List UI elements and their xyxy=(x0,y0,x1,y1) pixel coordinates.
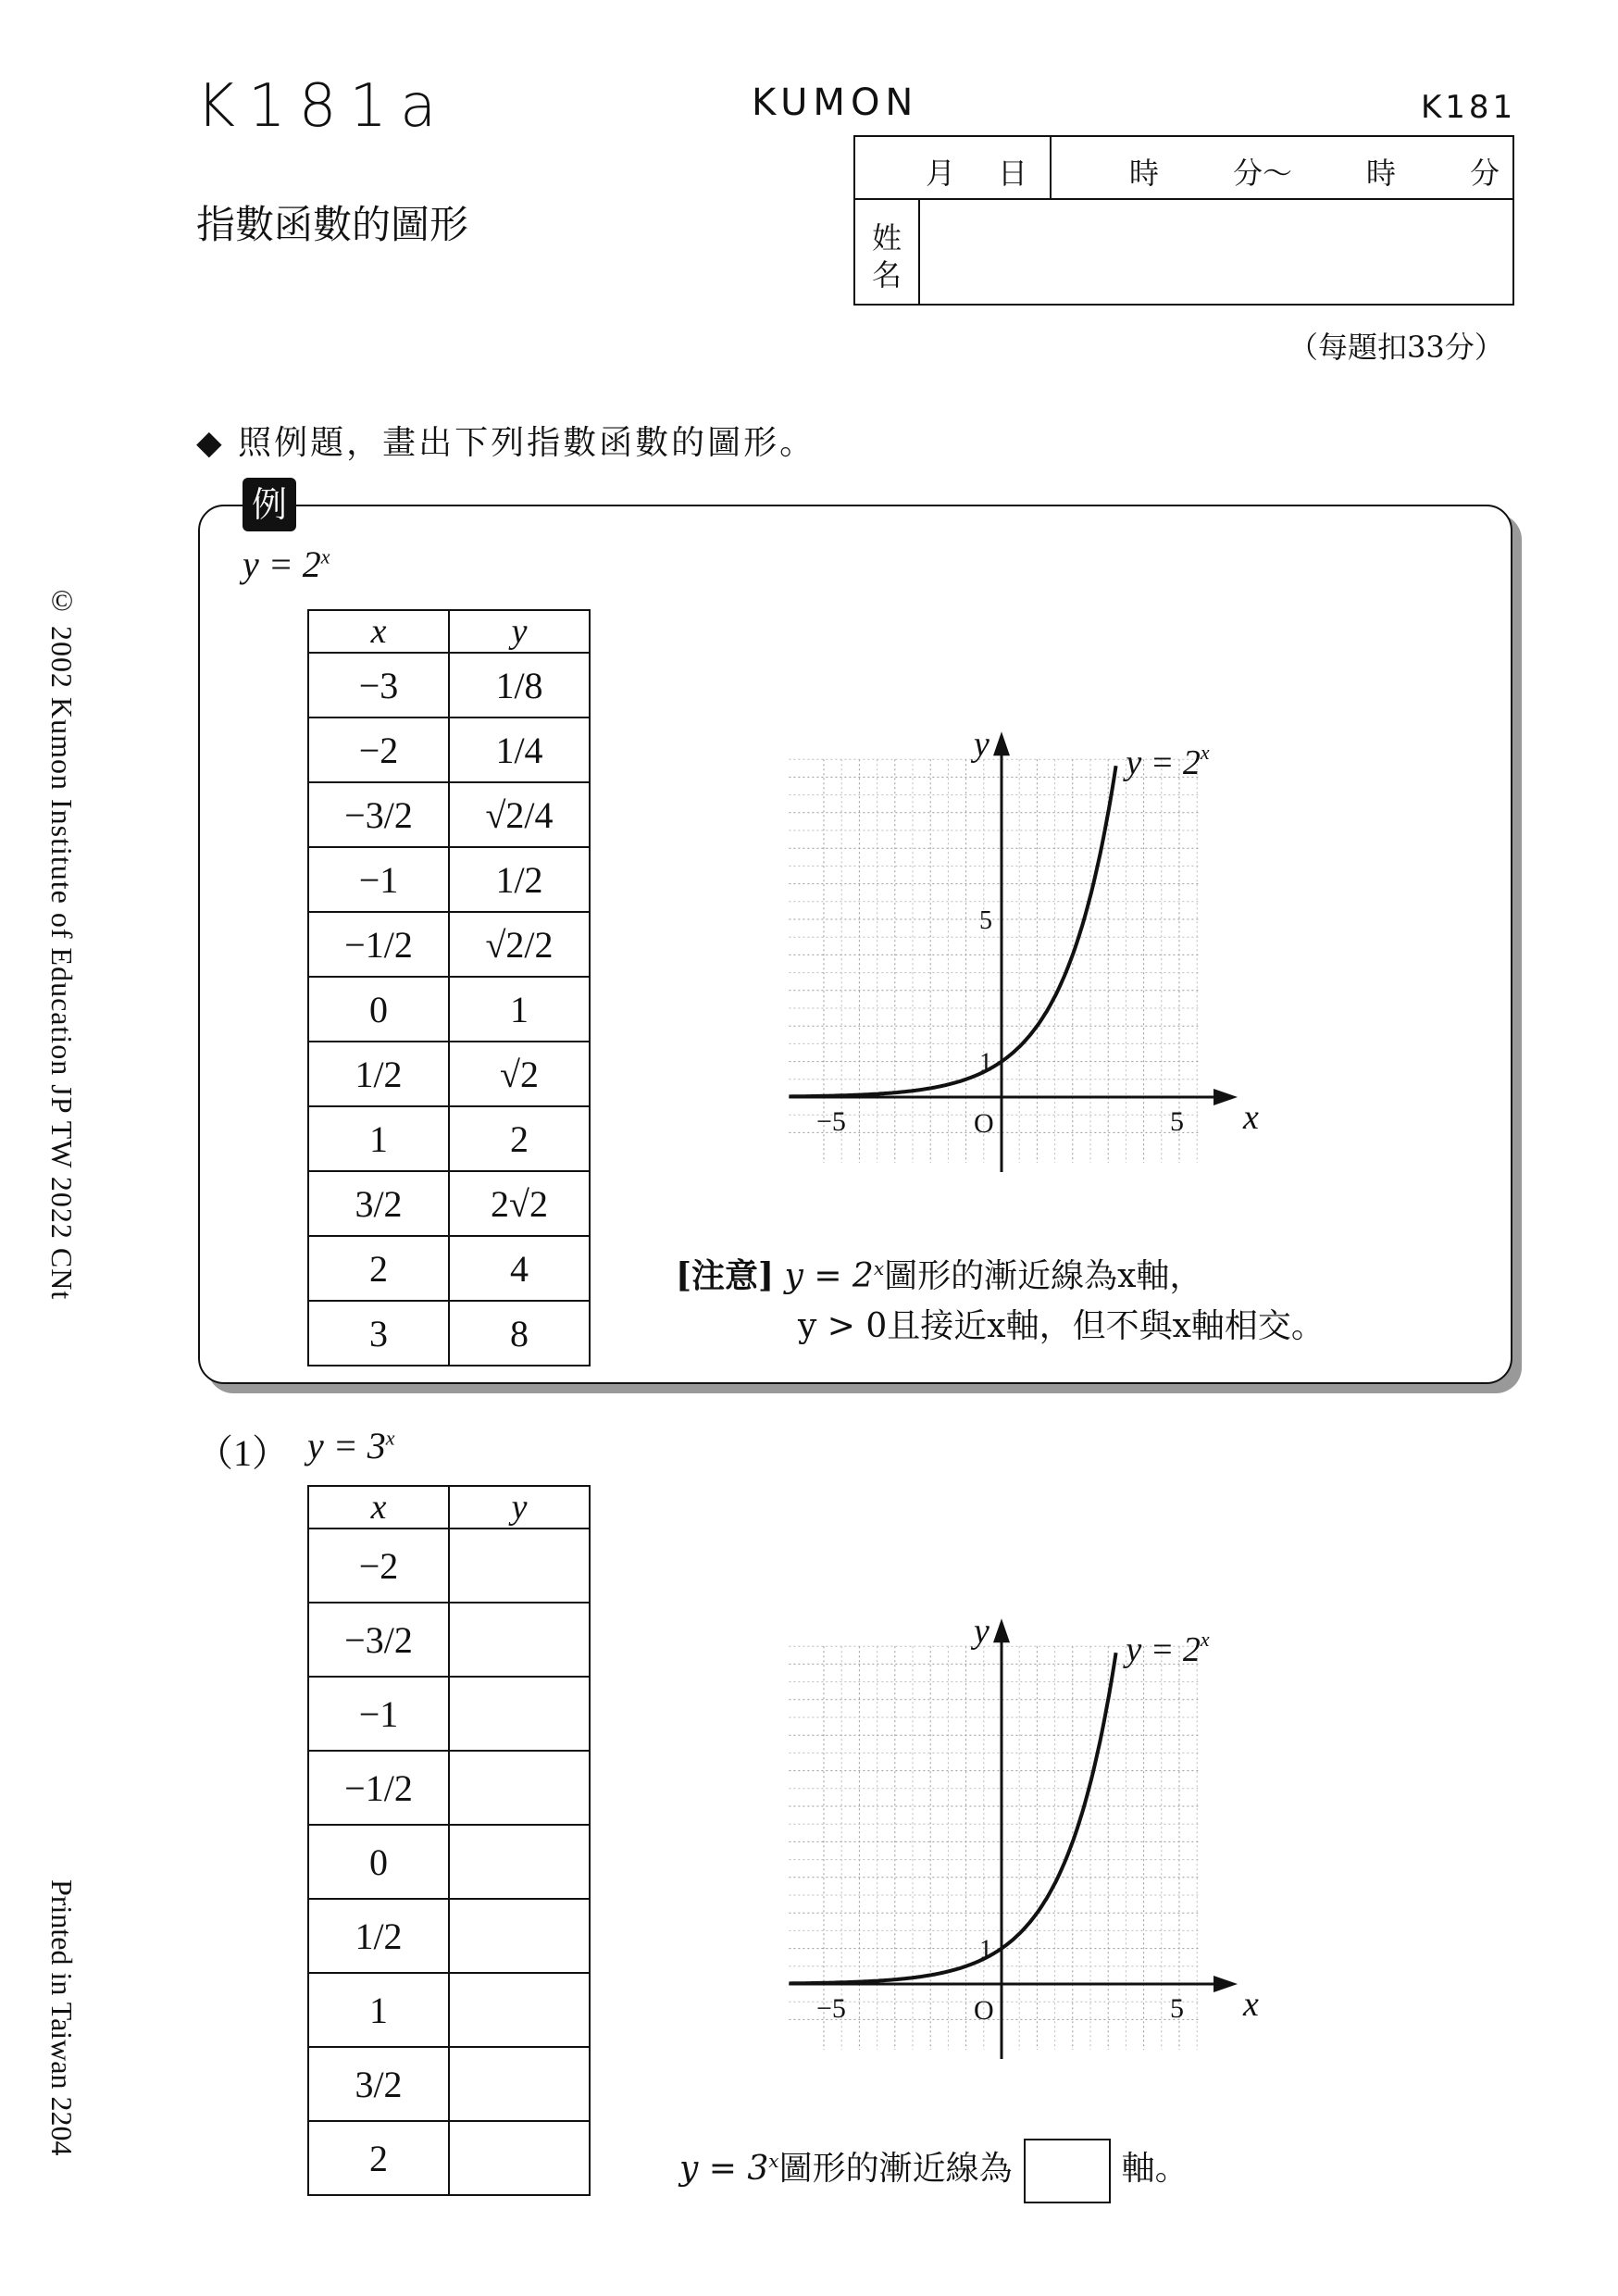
note-tag: [注意] xyxy=(676,1256,775,1295)
answer-cell-y[interactable] xyxy=(449,1751,590,1825)
answer-cell-y[interactable] xyxy=(449,1973,590,2047)
answer-cell-y[interactable] xyxy=(449,1899,590,1973)
x-axis-arrow xyxy=(1214,1976,1238,1992)
problem-1-answer xyxy=(679,2139,1189,2203)
table-cell-x: −3/2 xyxy=(308,1603,449,1677)
answer-func-exp: x xyxy=(768,2150,779,2172)
table-cell-x: 2 xyxy=(308,1236,449,1301)
problem-1-number: （1） xyxy=(196,1432,289,1474)
name-label-bottom: 名 xyxy=(872,257,902,293)
table-cell-y: √2 xyxy=(449,1042,590,1106)
example-function-exp: x xyxy=(320,544,330,568)
table-header-x: x xyxy=(308,1486,449,1529)
date-divider xyxy=(1050,137,1052,198)
table-cell-y: 2 xyxy=(449,1106,590,1171)
table-row xyxy=(308,1825,590,1899)
example-graph xyxy=(676,546,1342,1222)
function-curve xyxy=(789,1653,1115,1983)
answer-cell-y[interactable] xyxy=(449,2047,590,2121)
date-name-box xyxy=(853,135,1514,306)
table-cell-y: 2√2 xyxy=(449,1171,590,1236)
table-header-y: y xyxy=(449,610,590,653)
table-cell-x: −2 xyxy=(308,1529,449,1603)
kumon-logo: KUMON xyxy=(752,81,919,124)
table-cell-x: 3/2 xyxy=(308,1171,449,1236)
worksheet-subtitle: 指數函數的圖形 xyxy=(196,202,469,247)
score-note: （每題扣33分） xyxy=(1288,330,1504,365)
table-cell-x: 0 xyxy=(308,977,449,1042)
origin-label: O xyxy=(974,1995,994,2026)
table-row xyxy=(308,1236,590,1301)
table-cell-x: −1 xyxy=(308,847,449,912)
tick-label-x-min: −5 xyxy=(816,1106,846,1137)
y-axis-label: y xyxy=(974,1612,989,1652)
y-axis-arrow xyxy=(993,1618,1010,1642)
curve-label-base: y = 2 xyxy=(1126,743,1201,783)
table-row xyxy=(308,1529,590,1603)
x-axis-label: x xyxy=(1243,1985,1259,2024)
table-cell-y: √2/4 xyxy=(449,782,590,847)
hour-label-1: 時 xyxy=(1129,156,1160,191)
table-row xyxy=(308,912,590,977)
name-label-top: 姓 xyxy=(872,220,902,256)
note-func-base: y = 2 xyxy=(784,1257,874,1295)
origin-label: O xyxy=(974,1108,994,1139)
problem-1-function-base: y = 3 xyxy=(307,1425,386,1466)
y-axis-arrow xyxy=(993,731,1010,755)
problem-1-function xyxy=(307,1424,395,1467)
table-row xyxy=(308,2121,590,2195)
worksheet-code-right: K181 xyxy=(1421,89,1517,126)
month-label: 月 xyxy=(926,156,956,191)
note-line1-rest: 圖形的漸近線為x軸， xyxy=(884,1257,1203,1295)
curve-label-exp: x xyxy=(1200,741,1210,765)
table-row xyxy=(308,1106,590,1171)
table-row xyxy=(308,1171,590,1236)
table-cell-x: −3/2 xyxy=(308,782,449,847)
table-header-y: y xyxy=(449,1486,590,1529)
hour-label-2: 時 xyxy=(1366,156,1397,191)
table-cell-x: −3 xyxy=(308,653,449,718)
table-cell-y: 1/8 xyxy=(449,653,590,718)
x-axis-arrow xyxy=(1214,1089,1238,1105)
tick-label-y-5: 5 xyxy=(979,906,992,935)
name-divider xyxy=(918,198,920,306)
problem-1-function-exp: x xyxy=(385,1426,395,1450)
example-value-table xyxy=(307,609,591,1366)
example-function xyxy=(243,543,330,586)
answer-mid-text: 圖形的漸近線為 xyxy=(778,2150,1013,2188)
curve-label-exp: x xyxy=(1200,1628,1210,1652)
table-cell-x: −1 xyxy=(308,1677,449,1751)
curve-label xyxy=(1122,741,1210,782)
table-row xyxy=(308,653,590,718)
example-function-base: y = 2 xyxy=(243,543,321,585)
name-field[interactable] xyxy=(922,200,1511,304)
answer-cell-y[interactable] xyxy=(449,1529,590,1603)
table-row xyxy=(308,1677,590,1751)
answer-cell-y[interactable] xyxy=(449,1677,590,1751)
tick-label-x-max: 5 xyxy=(1170,1106,1184,1137)
table-cell-x: −2 xyxy=(308,718,449,782)
day-label: 日 xyxy=(998,156,1028,191)
asymptote-answer-box[interactable] xyxy=(1024,2139,1111,2203)
instruction-text: ◆ 照例題，畫出下列指數函數的圖形。 xyxy=(196,424,816,462)
table-row xyxy=(308,1899,590,1973)
minute-label-2: 分 xyxy=(1470,156,1500,191)
problem-1-graph[interactable] xyxy=(676,1433,1342,2100)
printed-in-text: Printed in Taiwan 2204 xyxy=(45,1879,79,2156)
table-row xyxy=(308,1973,590,2047)
tick-label-y-1: 1 xyxy=(979,1048,992,1078)
example-tag: 例 xyxy=(243,478,296,531)
table-cell-y: 1/2 xyxy=(449,847,590,912)
table-header-x: x xyxy=(308,610,449,653)
table-cell-y: 4 xyxy=(449,1236,590,1301)
curve-label xyxy=(1122,1628,1210,1669)
table-row xyxy=(308,1603,590,1677)
table-cell-y: √2/2 xyxy=(449,912,590,977)
table-cell-x: 3/2 xyxy=(308,2047,449,2121)
table-row xyxy=(308,782,590,847)
table-cell-y: 8 xyxy=(449,1301,590,1366)
example-note-line1 xyxy=(676,1250,1202,1297)
table-cell-x: 1 xyxy=(308,1973,449,2047)
y-axis-label: y xyxy=(974,725,989,765)
table-cell-y: 1/4 xyxy=(449,718,590,782)
answer-suffix-text: 軸。 xyxy=(1121,2150,1189,2188)
minute-label-1: 分～ xyxy=(1233,156,1293,191)
table-cell-x: 1 xyxy=(308,1106,449,1171)
note-func-exp: x xyxy=(873,1257,885,1279)
answer-cell-y[interactable] xyxy=(449,2121,590,2195)
function-curve xyxy=(789,766,1115,1096)
table-row xyxy=(308,2047,590,2121)
table-cell-x: −1/2 xyxy=(308,912,449,977)
table-row xyxy=(308,1301,590,1366)
table-row xyxy=(308,847,590,912)
table-cell-x: 2 xyxy=(308,2121,449,2195)
x-axis-label: x xyxy=(1243,1098,1259,1137)
tick-label-x-min: −5 xyxy=(816,1993,846,2024)
copyright-text: © 2002 Kumon Institute of Education JP TW 2022 CNt xyxy=(45,583,79,1301)
table-cell-x: 1/2 xyxy=(308,1899,449,1973)
table-cell-x: 3 xyxy=(308,1301,449,1366)
answer-func-base: y = 3 xyxy=(679,2150,769,2188)
table-cell-x: −1/2 xyxy=(308,1751,449,1825)
answer-cell-y[interactable] xyxy=(449,1825,590,1899)
curve-label-base: y = 2 xyxy=(1126,1630,1201,1670)
answer-cell-y[interactable] xyxy=(449,1603,590,1677)
table-cell-x: 0 xyxy=(308,1825,449,1899)
problem-1-value-table xyxy=(307,1485,591,2196)
table-cell-x: 1/2 xyxy=(308,1042,449,1106)
table-row xyxy=(308,1751,590,1825)
table-row xyxy=(308,1042,590,1106)
worksheet-code: K181a xyxy=(196,72,450,141)
table-row xyxy=(308,977,590,1042)
example-note-line2: y > 0且接近x軸，但不與x軸相交。 xyxy=(798,1307,1325,1345)
tick-label-x-max: 5 xyxy=(1170,1993,1184,2024)
table-row xyxy=(308,718,590,782)
tick-label-y-1: 1 xyxy=(979,1935,992,1965)
table-cell-y: 1 xyxy=(449,977,590,1042)
